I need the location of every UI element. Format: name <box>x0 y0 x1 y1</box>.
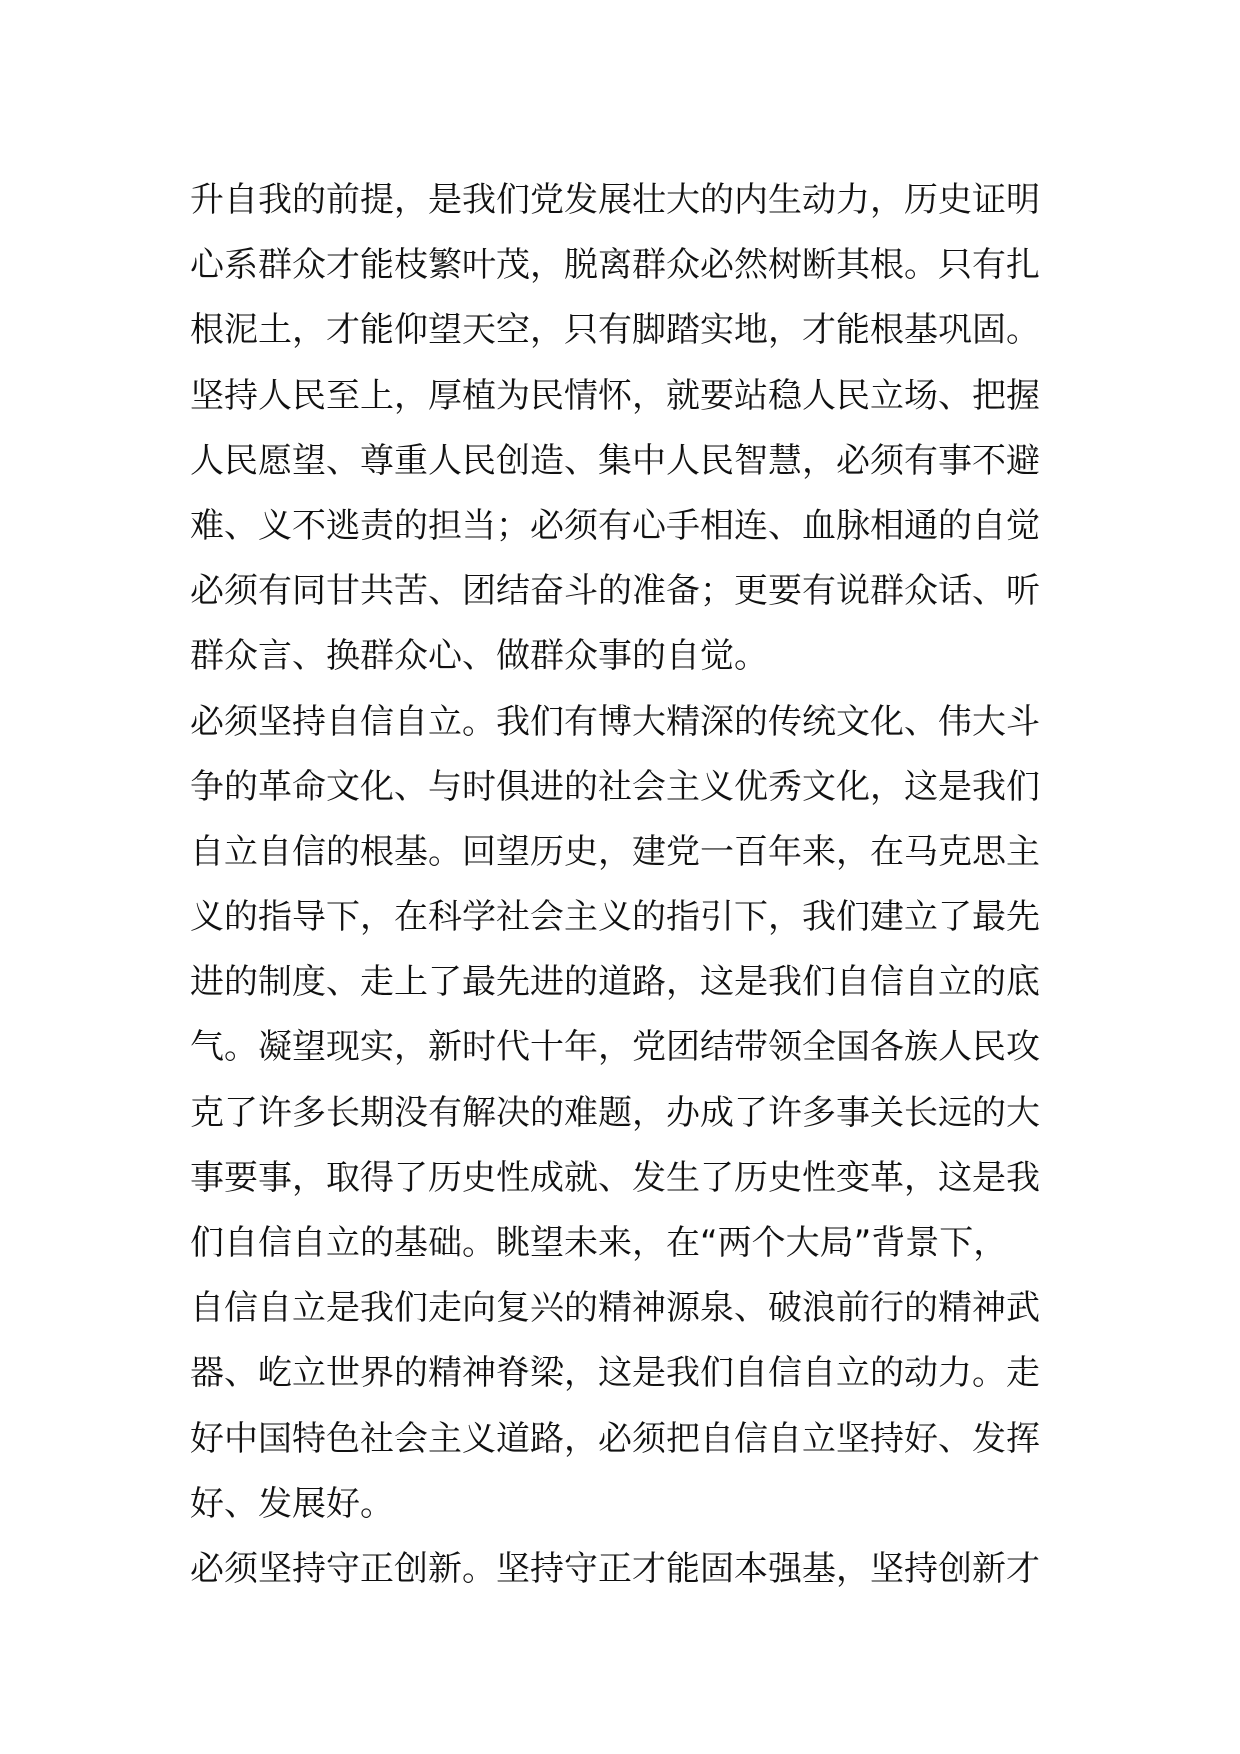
text-line: 升自我的前提，是我们党发展壮大的内生动力，历史证明 <box>190 180 1040 220</box>
text-line: 进的制度、走上了最先进的道路，这是我们自信自立的底 <box>190 962 1040 1003</box>
text-line: 气。凝望现实，新时代十年，党团结带领全国各族人民攻 <box>190 1027 1040 1068</box>
body-text <box>190 168 1070 1602</box>
text-line: 必须坚持守正创新。坚持守正才能固本强基，坚持创新才 <box>190 1548 1040 1589</box>
text-line: 人民愿望、尊重人民创造、集中人民智慧，必须有事不避 <box>190 440 1040 481</box>
text-line: 事要事，取得了历史性成就、发生了历史性变革，这是我 <box>190 1157 1040 1198</box>
text-line: 争的革命文化、与时俱进的社会主义优秀文化，这是我们 <box>190 766 1040 807</box>
text-line: 心系群众才能枝繁叶茂，脱离群众必然树断其根。只有扎 <box>190 245 1040 286</box>
text-line: 必须有同甘共苦、团结奋斗的准备；更要有说群众话、听 <box>190 571 1040 612</box>
text-line: 好中国特色社会主义道路，必须把自信自立坚持好、发挥 <box>190 1418 1040 1459</box>
text-line: 克了许多长期没有解决的难题，办成了许多事关长远的大 <box>190 1092 1040 1133</box>
text-line: 器、屹立世界的精神脊梁，这是我们自信自立的动力。走 <box>190 1353 1040 1394</box>
text-line: 自信自立是我们走向复兴的精神源泉、破浪前行的精神武 <box>190 1288 1040 1329</box>
text-line: 好、发展好。 <box>190 1483 394 1524</box>
text-line: 自立自信的根基。回望历史，建党一百年来，在马克思主 <box>190 831 1040 872</box>
text-line: 们自信自立的基础。眺望未来，在“两个大局”背景下， <box>190 1223 1008 1263</box>
text-line: 难、义不逃责的担当；必须有心手相连、血脉相通的自觉 <box>190 505 1040 546</box>
text-line: 根泥土，才能仰望天空，只有脚踏实地，才能根基巩固。 <box>190 310 1040 351</box>
text-line: 义的指导下，在科学社会主义的指引下，我们建立了最先 <box>190 897 1040 938</box>
text-line: 必须坚持自信自立。我们有博大精深的传统文化、伟大斗 <box>190 701 1040 742</box>
text-line: 群众言、换群众心、做群众事的自觉。 <box>190 636 768 677</box>
text-line: 坚持人民至上，厚植为民情怀，就要站稳人民立场、把握 <box>190 375 1040 416</box>
